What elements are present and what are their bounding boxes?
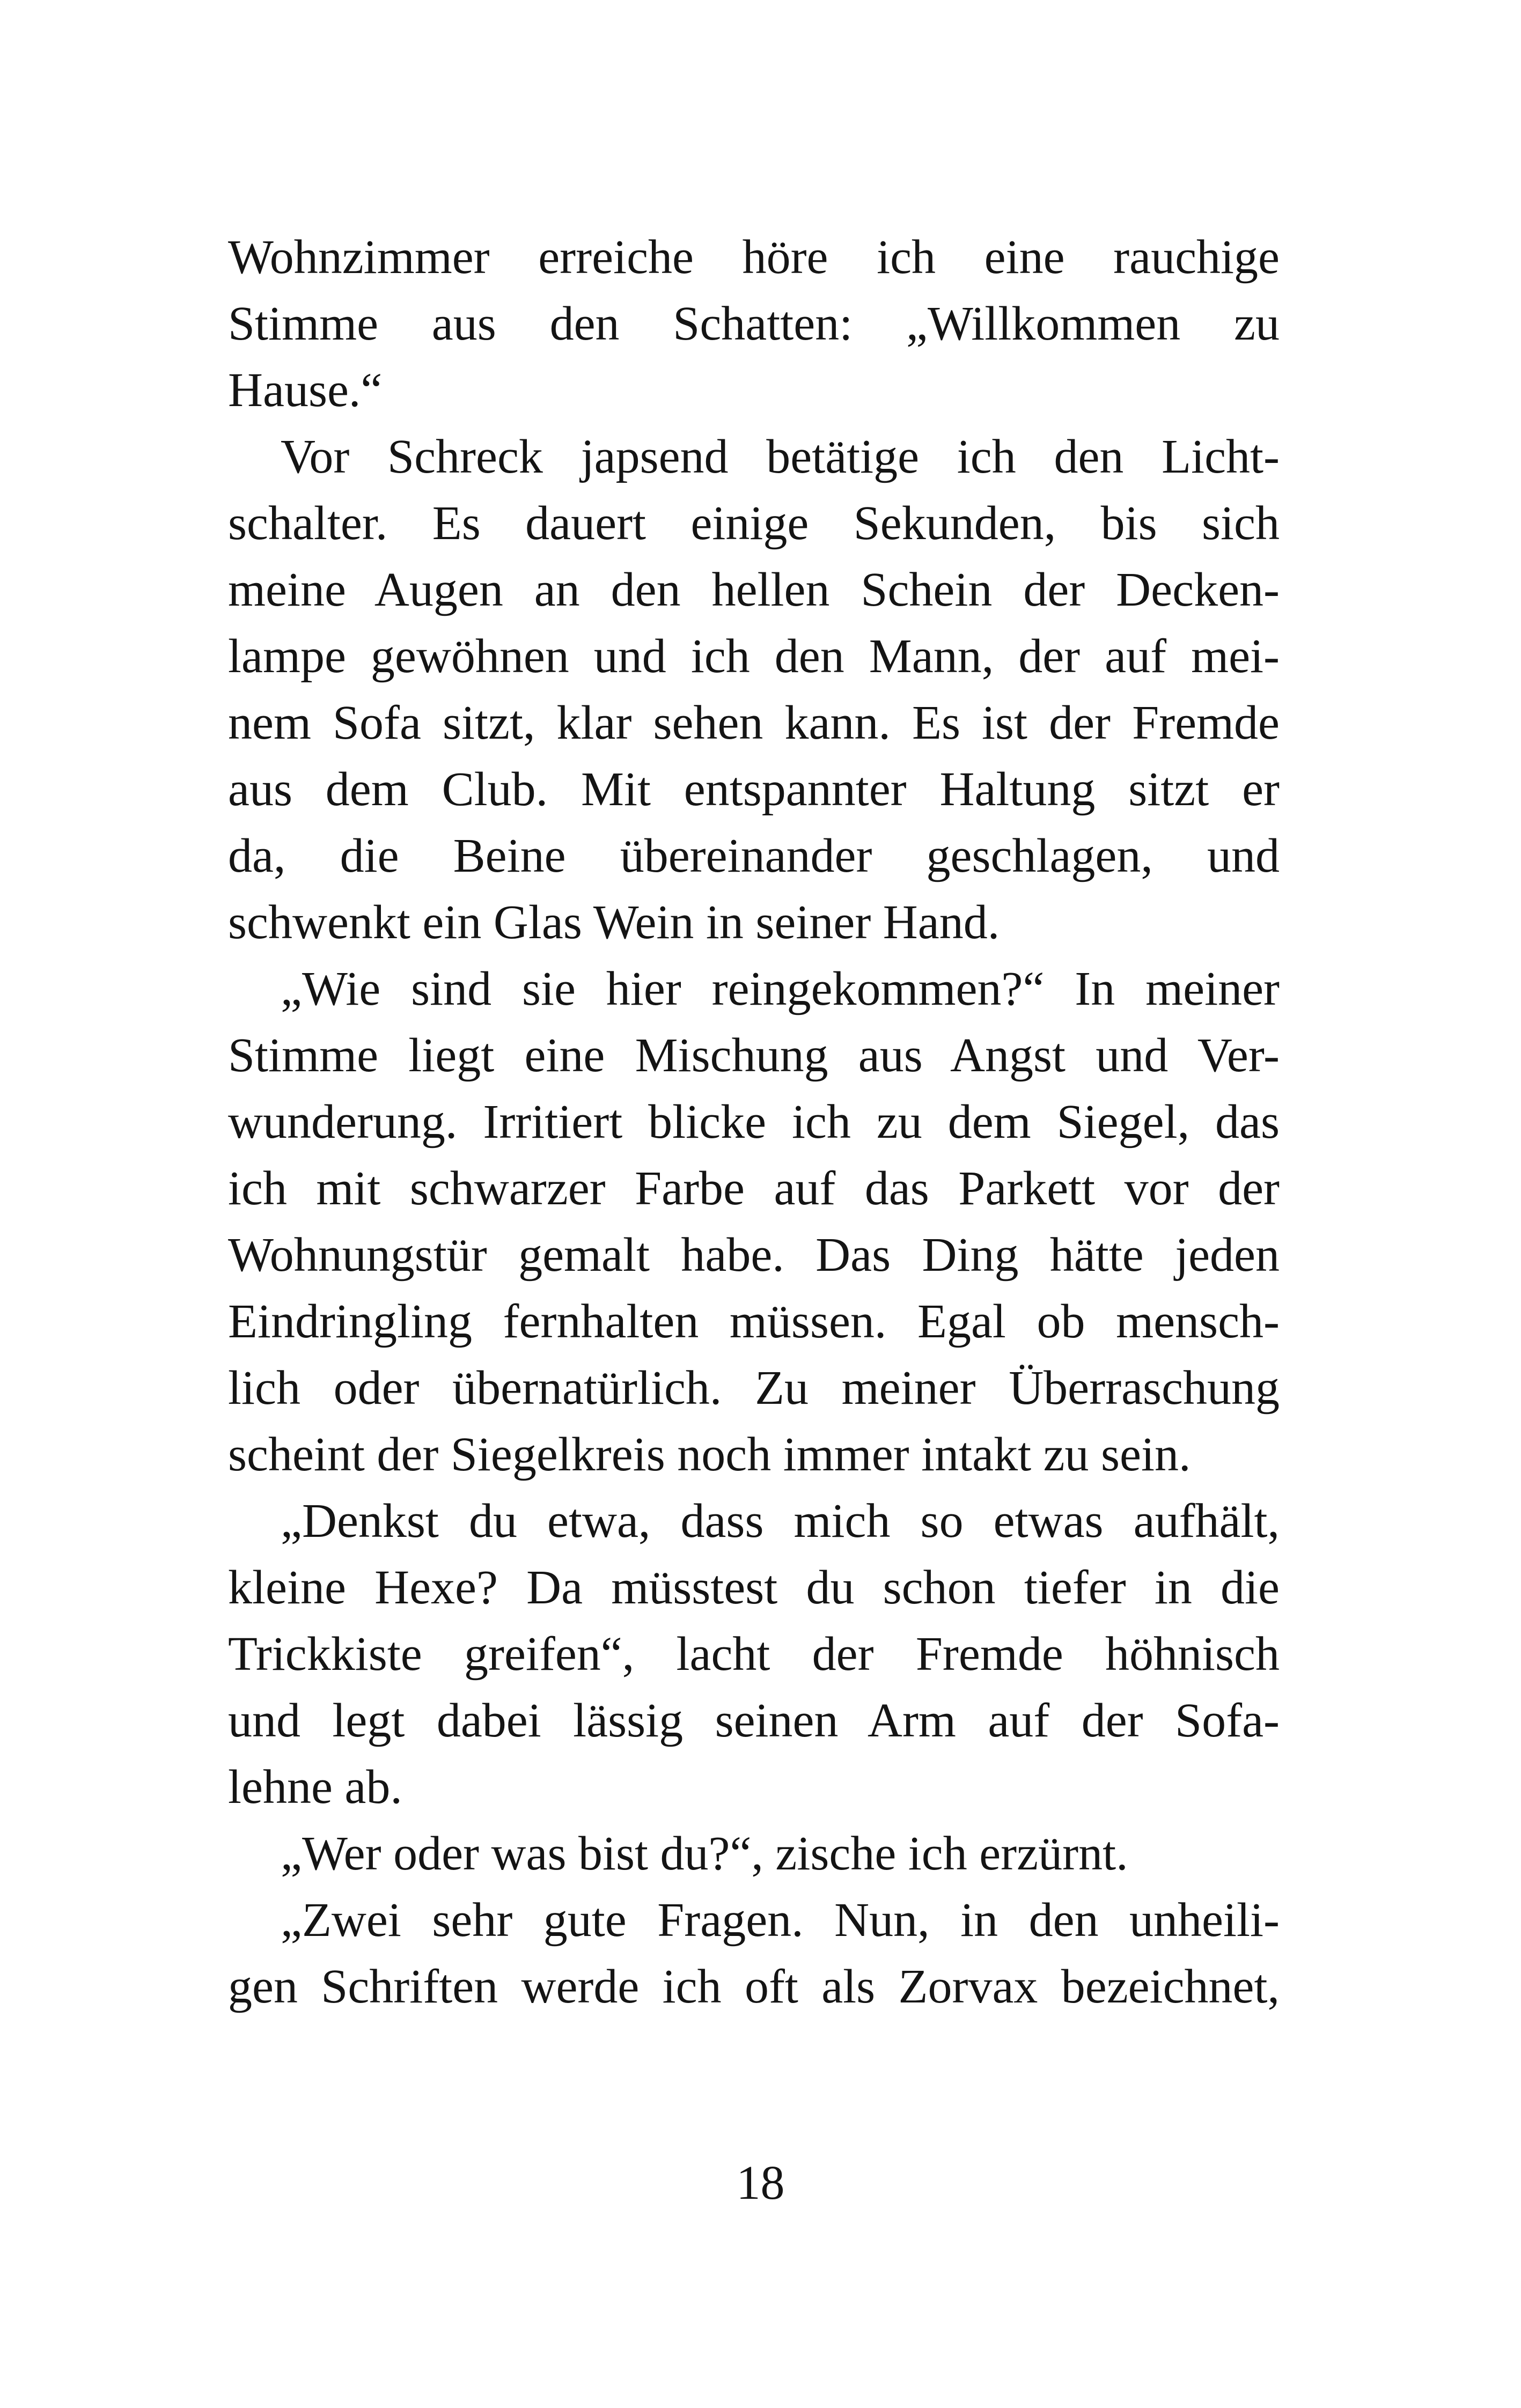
text-line: aus dem Club. Mit entspannter Haltung sitzt er [228, 763, 1280, 816]
text-line: schalter. Es dauert einige Sekunden, bis sich [228, 497, 1280, 550]
text-line: da, die Beine übereinander geschlagen, und [228, 829, 1280, 882]
text-line: Vor Schreck japsend betätige ich den Licht- [281, 430, 1280, 483]
text-line: „Denkst du etwa, dass mich so etwas aufhält, [281, 1494, 1280, 1548]
text-line: „Zwei sehr gute Fragen. Nun, in den unheili- [281, 1894, 1280, 1947]
text-line: und legt dabei lässig seinen Arm auf der Sofa- [228, 1694, 1280, 1747]
text-line: lehne ab. [228, 1761, 402, 1814]
text-line: „Wie sind sie hier reingekommen?“ In meiner [281, 962, 1280, 1015]
text-line: Hause.“ [228, 364, 383, 417]
text-line: ich mit schwarzer Farbe auf das Parkett vor der [228, 1162, 1280, 1215]
text-line: Trickkiste greifen“, lacht der Fremde höhnisch [228, 1628, 1280, 1681]
text-line: meine Augen an den hellen Schein der Decken- [228, 563, 1280, 616]
text-line: nem Sofa sitzt, klar sehen kann. Es ist der Fremde [228, 696, 1280, 749]
text-line: schwenkt ein Glas Wein in seiner Hand. [228, 896, 1000, 949]
text-line: Wohnungstür gemalt habe. Das Ding hätte jeden [228, 1228, 1280, 1282]
text-line: Stimme aus den Schatten: „Willkommen zu [228, 297, 1280, 350]
body-text [228, 224, 1280, 2020]
text-line: lampe gewöhnen und ich den Mann, der auf mei- [228, 630, 1280, 683]
page-number: 18 [736, 2156, 785, 2210]
text-line: scheint der Siegelkreis noch immer intakt zu sein. [228, 1428, 1191, 1481]
text-line: Wohnzimmer erreiche höre ich eine rauchige [228, 231, 1280, 284]
text-line: gen Schriften werde ich oft als Zorvax bezeichnet, [228, 1960, 1280, 2013]
text-line: Eindringling fernhalten müssen. Egal ob mensch- [228, 1295, 1280, 1348]
text-line: wunderung. Irritiert blicke ich zu dem Siegel, das [228, 1095, 1280, 1148]
text-line: „Wer oder was bist du?“, zische ich erzürnt. [281, 1827, 1128, 1880]
text-line: lich oder übernatürlich. Zu meiner Überraschung [228, 1361, 1280, 1415]
text-line: Stimme liegt eine Mischung aus Angst und Ver- [228, 1029, 1280, 1082]
text-line: kleine Hexe? Da müsstest du schon tiefer in die [228, 1561, 1280, 1614]
